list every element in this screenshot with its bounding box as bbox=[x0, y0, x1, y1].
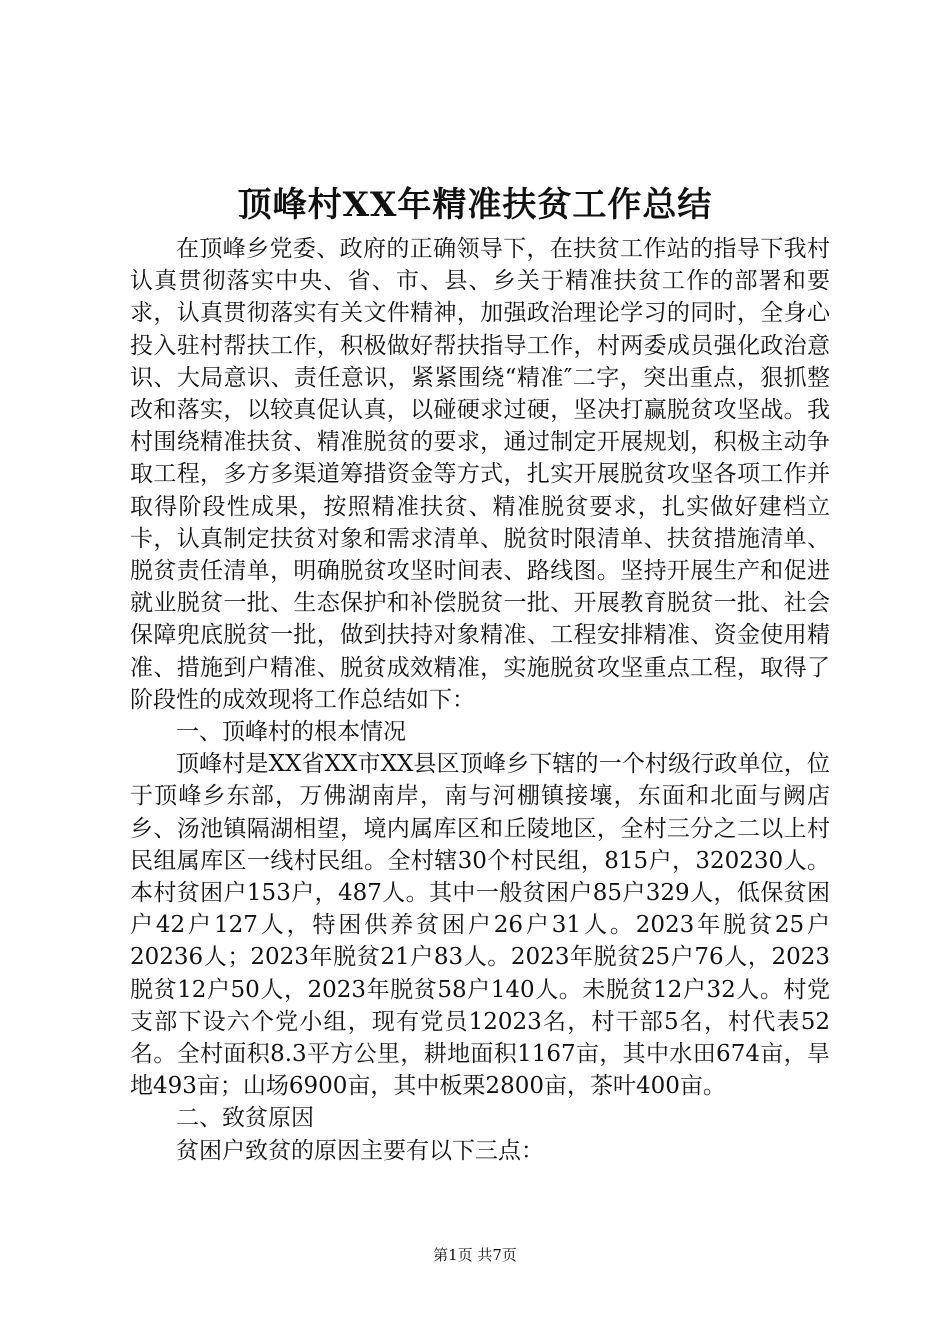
document-body bbox=[130, 233, 830, 1167]
section-heading-basic-situation: 一、顶峰村的根本情况 bbox=[176, 719, 406, 746]
paragraph-basic-situation: 顶峰村是XX省XX市XX县区顶峰乡下辖的一个村级行政单位，位于顶峰乡东部，万佛湖南岸，南与河棚镇接壤，东面和北面与阙店乡、汤池镇隔湖相望，境内属库区和丘陵地区，全村三分之二以上村民组属库区一线村民组。全村辖30个村民组，815户，320230人。本村贫困户153户，487人。其中一般贫困户85户329人，低保贫困户42户127人，特困供养贫困户26户31人。2023年脱贫25户20236人；2023年脱贫21户83人。2023年脱贫25户76人，2023脱贫12户50人，2023年脱贫58户140人。未脱贫12户32人。村党支部下设六个党小组，现有党员12023名，村干部5名，村代表52名。全村面积8.3平方公里，耕地面积1167亩，其中水田674亩，旱地493亩；山场6900亩，其中板栗2800亩，茶叶400亩。 bbox=[130, 751, 830, 1100]
paragraph-intro: 在顶峰乡党委、政府的正确领导下，在扶贫工作站的指导下我村认真贯彻落实中央、省、市、县、乡关于精准扶贫工作的部署和要求，认真贯彻落实有关文件精神，加强政治理论学习的同时，全身心投入驻村帮扶工作，积极做好帮扶指导工作，村两委成员强化政治意识、大局意识、责任意识，紧紧围绕“精准″二字，突出重点，狠抓整改和落实，以较真促认真，以碰硬求过硬，坚决打赢脱贫攻坚战。我村围绕精准扶贫、精准脱贫的要求，通过制定开展规划，积极主动争取工程，多方多渠道筹措资金等方式，扎实开展脱贫攻坚各项工作并取得阶段性成果，按照精准扶贫、精准脱贫要求，扎实做好建档立卡，认真制定扶贫对象和需求清单、脱贫时限清单、扶贫措施清单、脱贫责任清单，明确脱贫攻坚时间表、路线图。坚持开展生产和促进就业脱贫一批、生态保护和补偿脱贫一批、开展教育脱贫一批、社会保障兜底脱贫一批，做到扶持对象精准、工程安排精准、资金使用精准、措施到户精准、脱贫成效精准，实施脱贫攻坚重点工程，取得了阶段性的成效现将工作总结如下： bbox=[130, 236, 830, 713]
paragraph-poverty-causes: 贫困户致贫的原因主要有以下三点： bbox=[176, 1137, 544, 1164]
section-heading-poverty-causes: 二、致贫原因 bbox=[176, 1105, 314, 1132]
page-footer: 第1页 共7页 bbox=[433, 1246, 517, 1264]
page-title: 顶峰村XX年精准扶贫工作总结 bbox=[237, 185, 713, 225]
